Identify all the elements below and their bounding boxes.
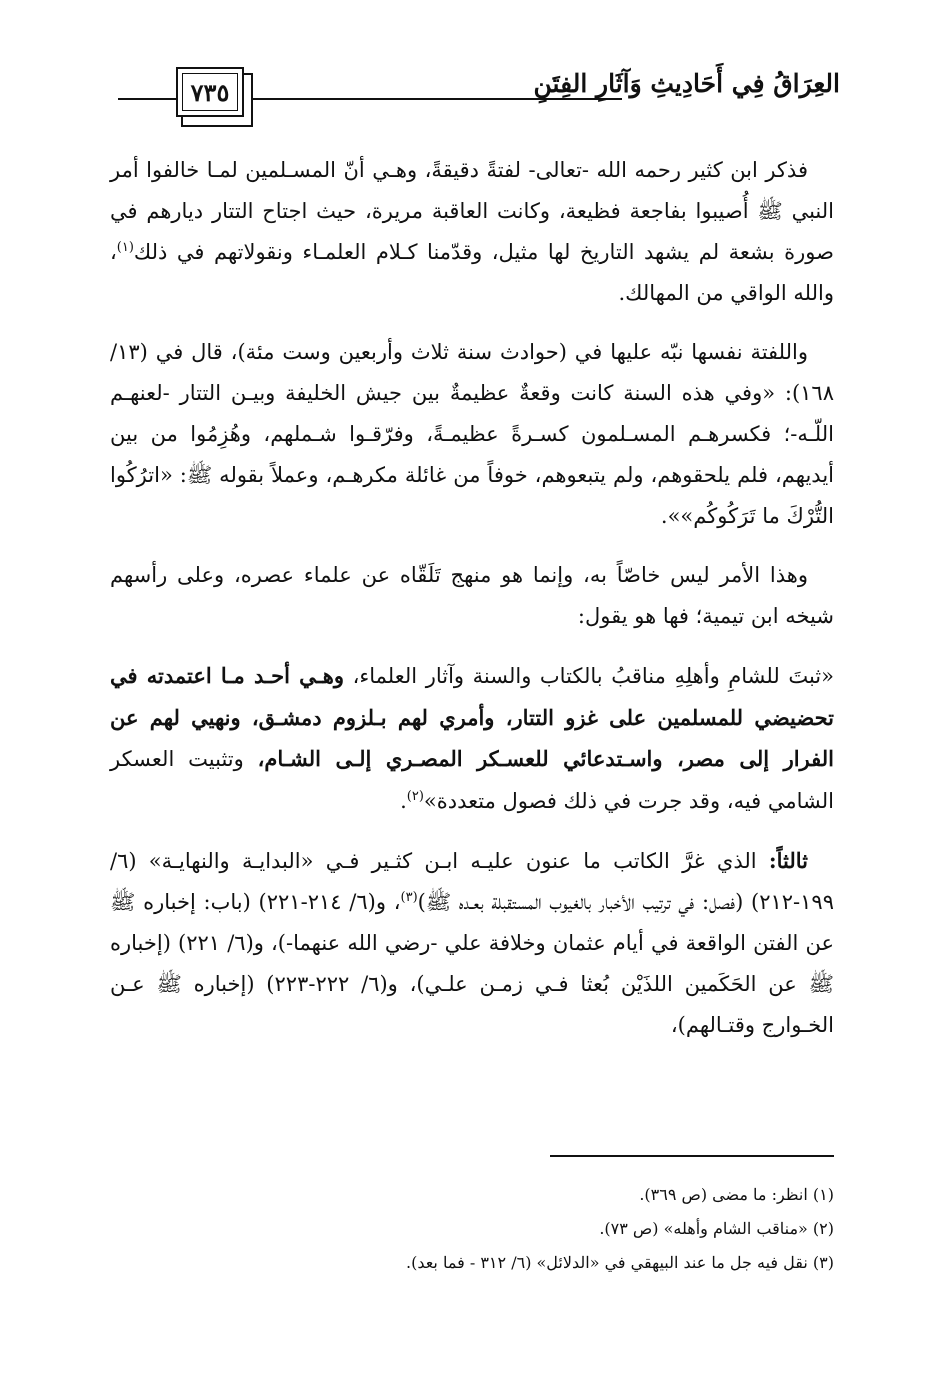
main-text — [110, 150, 834, 1064]
section-label: ثالثاً: — [768, 848, 808, 873]
footnote-separator — [550, 1155, 834, 1157]
paragraph-1 — [110, 150, 834, 314]
paragraph-1-text: فذكر ابن كثير رحمه الله -تعالى- لفتةً دقيقةً، وهـي أنّ المسـلمين لمـا خالفوا أمر النبي ﷺ أُصيبوا بفاجعة فظيعة، وكانت العاقبة مريرة، حيث اجتاح التتار ديارهم في صورة بشعة لم يشهد التاريخ لها مثيل، وقدّمنا كـلام العلمـاء ونقولاتهم في ذلك — [110, 158, 834, 264]
running-title: العِرَاقُ فِي أَحَادِيثِ وَآثَارِ الفِتَنِ — [533, 69, 840, 98]
paragraph-4-text: الذي غرَّ الكاتب ما عنون عليـه ابـن كثـير فـي «البدايـة والنهايـة» (٦/ ١٩٩-٢١٢) (فصل: في ترتيب الأخبار بالغيوب المستقبلة بعـده ﷺ) — [110, 849, 834, 914]
paragraph-4-rest: ، و(٦/ ٢١٤-٢٢١) (باب: إخباره ﷺ عن الفتن الواقعة في أيام عثمان وخلافة علي -رضي الله عنهما-)، و(٦/ ٢٢١) (إخباره ﷺ عن الحَكَمين اللذَيْن بُعثا فـي زمـن علـي)، و(٦/ ٢٢٢-٢٢٣) (إخباره ﷺ عـن الخـوارج وقتـالهم)، — [110, 890, 834, 1037]
quote-tail: وتثبيت العسكر الشامي فيه، وقد جرت في ذلك فصول متعددة» — [110, 747, 834, 813]
quote-paragraph — [110, 655, 834, 822]
footnote-1: (١) انظر: ما مضى (ص ٣٦٩). — [639, 1185, 834, 1204]
footnotes — [200, 1178, 834, 1280]
paragraph-1-end: ، والله الواقي من المهالك. — [110, 240, 834, 305]
footnote-ref-1: (١) — [116, 240, 134, 255]
paragraph-4 — [110, 840, 834, 1046]
header-rule-left — [118, 98, 176, 100]
paragraph-2: واللفتة نفسها نبّه عليها في (حوادث سنة ثلاث وأربعين وست مئة)، قال في (١٣/ ١٦٨): «وفي هذه السنة كانت وقعةٌ عظيمةٌ بين جيش الخليفة وبيـن التتار -لعنهـم اللّـه-؛ فكسرهـم المسـلمون كسـرةً عظيمـةً، وفرّقـوا شـملهم، وهُزِمُوا من بين أيديهم، فلم يلحقوهم، ولم يتبعوهم، خوفاً من غائلة مكرهـم، وعملاً بقوله ﷺ: «اترُكُوا التُّرْكَ ما تَرَكُوكُم»». — [110, 340, 834, 528]
paragraph-3: وهذا الأمر ليس خاصّاً به، وإنما هو منهج تَلَقّاه عن علماء عصره، وعلى رأسهم شيخه ابن تيمية؛ فها هو يقول: — [110, 563, 834, 628]
footnote-ref-2: (٢) — [406, 789, 424, 804]
quote-bold: وهـي أحـد مـا اعتمدته في تحضيضي للمسلمين على غزو التتار، وأمري لهم بـلزوم دمشـق، ونهيي لهم عن الفرار إلى مصر، واسـتدعائي للعسـكر المصـري إلـى الشـام، — [110, 663, 835, 771]
page-number: ٧٣٥ — [182, 73, 238, 111]
footnote-3: (٣) نقل فيه جل ما عند البيهقي في «الدلائل» (٦/ ٣١٢ - فما بعد). — [405, 1253, 834, 1272]
footnote-2: (٢) «مناقب الشام وأهله» (ص ٧٣). — [599, 1219, 834, 1238]
quote-end: . — [400, 789, 407, 813]
page-number-box — [176, 67, 244, 117]
quote-lead: «ثبتَ للشامِ وأهلِهِ مناقبُ بالكتاب والسنة وآثار العلماء، — [344, 664, 834, 688]
footnote-ref-3: (٣) — [400, 890, 418, 905]
